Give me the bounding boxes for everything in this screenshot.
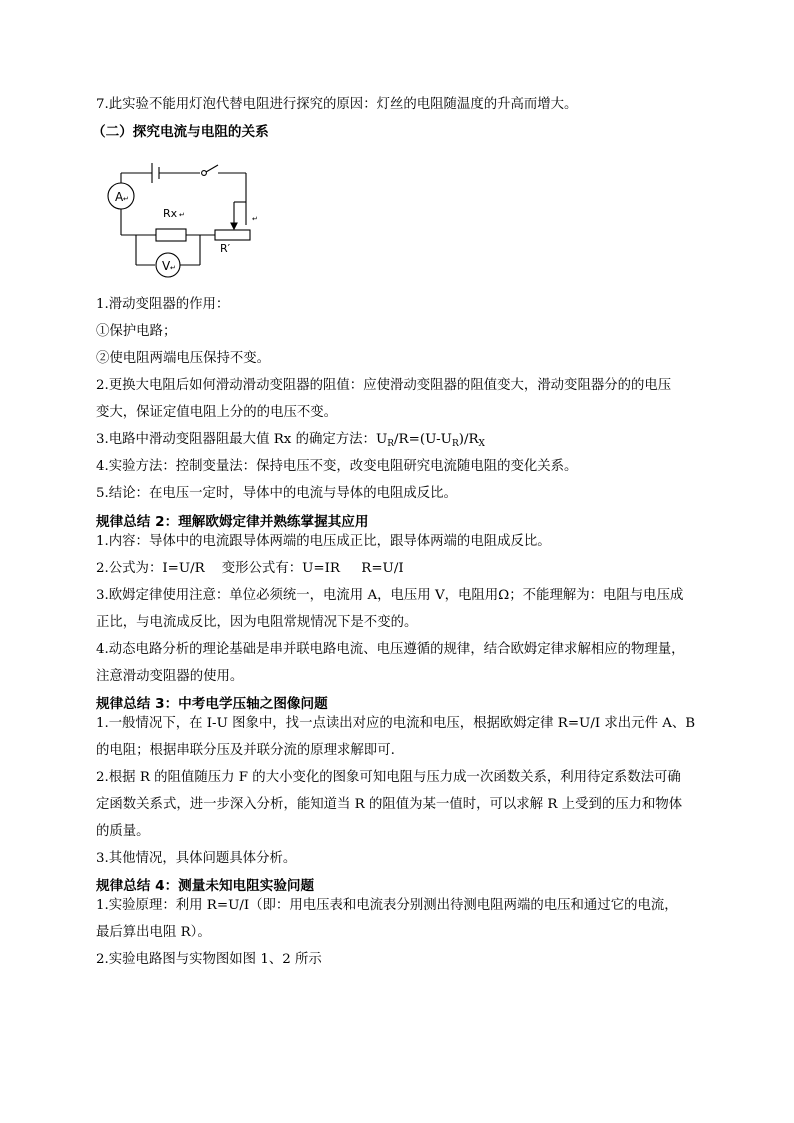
rule2-line-1: 1.内容：导体中的电流跟导体两端的电压成正比，跟导体两端的电阻成反比。 bbox=[96, 534, 551, 549]
switch-contact bbox=[202, 171, 207, 176]
resistor-label: Rx bbox=[163, 207, 178, 220]
s2-line-4: 2.更换大电阻后如何滑动滑动变阻器的阻值：应使滑动变阻器的阻值变大，滑动变阻器分的的电压 bbox=[96, 378, 672, 393]
formula-sub-2: R bbox=[451, 439, 459, 449]
rule2-line-4: 正比，与电流成反比，因为电阻常规情况下是不变的。 bbox=[96, 615, 418, 630]
rheostat-r bbox=[215, 230, 250, 240]
slider-arrow bbox=[231, 223, 237, 229]
rule3-line-4: 定函数关系式，进一步深入分析，能知道当 R 的阻值为某一值时，可以求解 R 上受到的压力和物体 bbox=[96, 797, 683, 812]
resistor-rx bbox=[156, 229, 186, 241]
voltmeter-label: V bbox=[162, 259, 171, 273]
rule3-title: 规律总结 3：中考电学压轴之图像问题 bbox=[96, 696, 328, 712]
s2-line-7: 4.实验方法：控制变量法：保持电压不变，改变电阻研究电流随电阻的变化关系。 bbox=[96, 459, 578, 474]
s2-line-1: 1.滑动变阻器的作用： bbox=[96, 297, 230, 312]
ammeter-label: A bbox=[115, 190, 124, 204]
rule4-line-2: 最后算出电阻 R）。 bbox=[96, 925, 211, 940]
section-two-title: （二）探究电流与电阻的关系 bbox=[92, 124, 269, 140]
formula-sub-3: X bbox=[478, 439, 485, 449]
s2-line-5: 变大，保证定值电阻上分的的电压不变。 bbox=[96, 405, 338, 420]
rule3-line-2: 的电阻；根据串联分压及并联分流的原理求解即可. bbox=[96, 743, 395, 758]
rule3-line-6: 3.其他情况，具体问题具体分析。 bbox=[96, 851, 297, 866]
rule2-title: 规律总结 2：理解欧姆定律并熟练掌握其应用 bbox=[96, 514, 369, 530]
rule2-line-5: 4.动态电路分析的理论基础是串并联电路电流、电压遵循的规律，结合欧姆定律求解相应的物理量， bbox=[96, 642, 685, 657]
voltmeter-mark: ↵ bbox=[170, 264, 176, 272]
rule3-line-3: 2.根据 R 的阻值随压力 F 的大小变化的图象可知电阻与压力成一次函数关系，利用待定系数法可确 bbox=[96, 770, 681, 785]
rule4-line-3: 2.实验电路图与实物图如图 1、2 所示 bbox=[96, 952, 322, 967]
switch-blade bbox=[206, 165, 218, 172]
corner-mark: ↵ bbox=[252, 215, 258, 223]
rule3-line-1: 1.一般情况下，在 I-U 图象中，找一点读出对应的电流和电压，根据欧姆定律 R=U/I 求出元件 A、B bbox=[96, 716, 696, 731]
formula-part-a: 3.电路中滑动变阻器阻最大值 Rx 的确定方法：U bbox=[96, 432, 388, 447]
ammeter-mark: ↵ bbox=[123, 195, 129, 203]
resistor-mark: ↵ bbox=[179, 211, 185, 219]
rule2-line-6: 注意滑动变阻器的使用。 bbox=[96, 669, 244, 684]
rule4-line-1: 1.实验原理：利用 R=U/I（即：用电压表和电流表分别测出待测电阻两端的电压和通过它的电流， bbox=[96, 898, 678, 913]
circuit-diagram bbox=[100, 155, 280, 280]
formula-part-b: /R=(U-U bbox=[394, 432, 452, 447]
rule2-line-2: 2.公式为：I=U/R 变形公式有：U=IR R=U/I bbox=[96, 561, 404, 576]
top-note: 7.此实验不能用灯泡代替电阻进行探究的原因：灯丝的电阻随温度的升高而增大。 bbox=[96, 97, 578, 112]
s2-line-3: ②使电阻两端电压保持不变。 bbox=[96, 351, 271, 366]
rule4-title: 规律总结 4：测量未知电阻实验问题 bbox=[96, 878, 315, 894]
s2-line-8: 5.结论：在电压一定时，导体中的电流与导体的电阻成反比。 bbox=[96, 486, 457, 501]
formula-part-c: )/R bbox=[458, 432, 479, 447]
s2-line-6 bbox=[96, 430, 485, 454]
s2-line-2: ①保护电路； bbox=[96, 324, 177, 339]
rule3-line-5: 的质量。 bbox=[96, 824, 150, 839]
rule2-line-3: 3.欧姆定律使用注意：单位必须统一，电流用 A，电压用 V，电阻用Ω；不能理解为：电阻与电压成 bbox=[96, 588, 684, 603]
rheostat-label: R′ bbox=[220, 242, 231, 255]
formula-sub-1: R bbox=[387, 439, 395, 449]
